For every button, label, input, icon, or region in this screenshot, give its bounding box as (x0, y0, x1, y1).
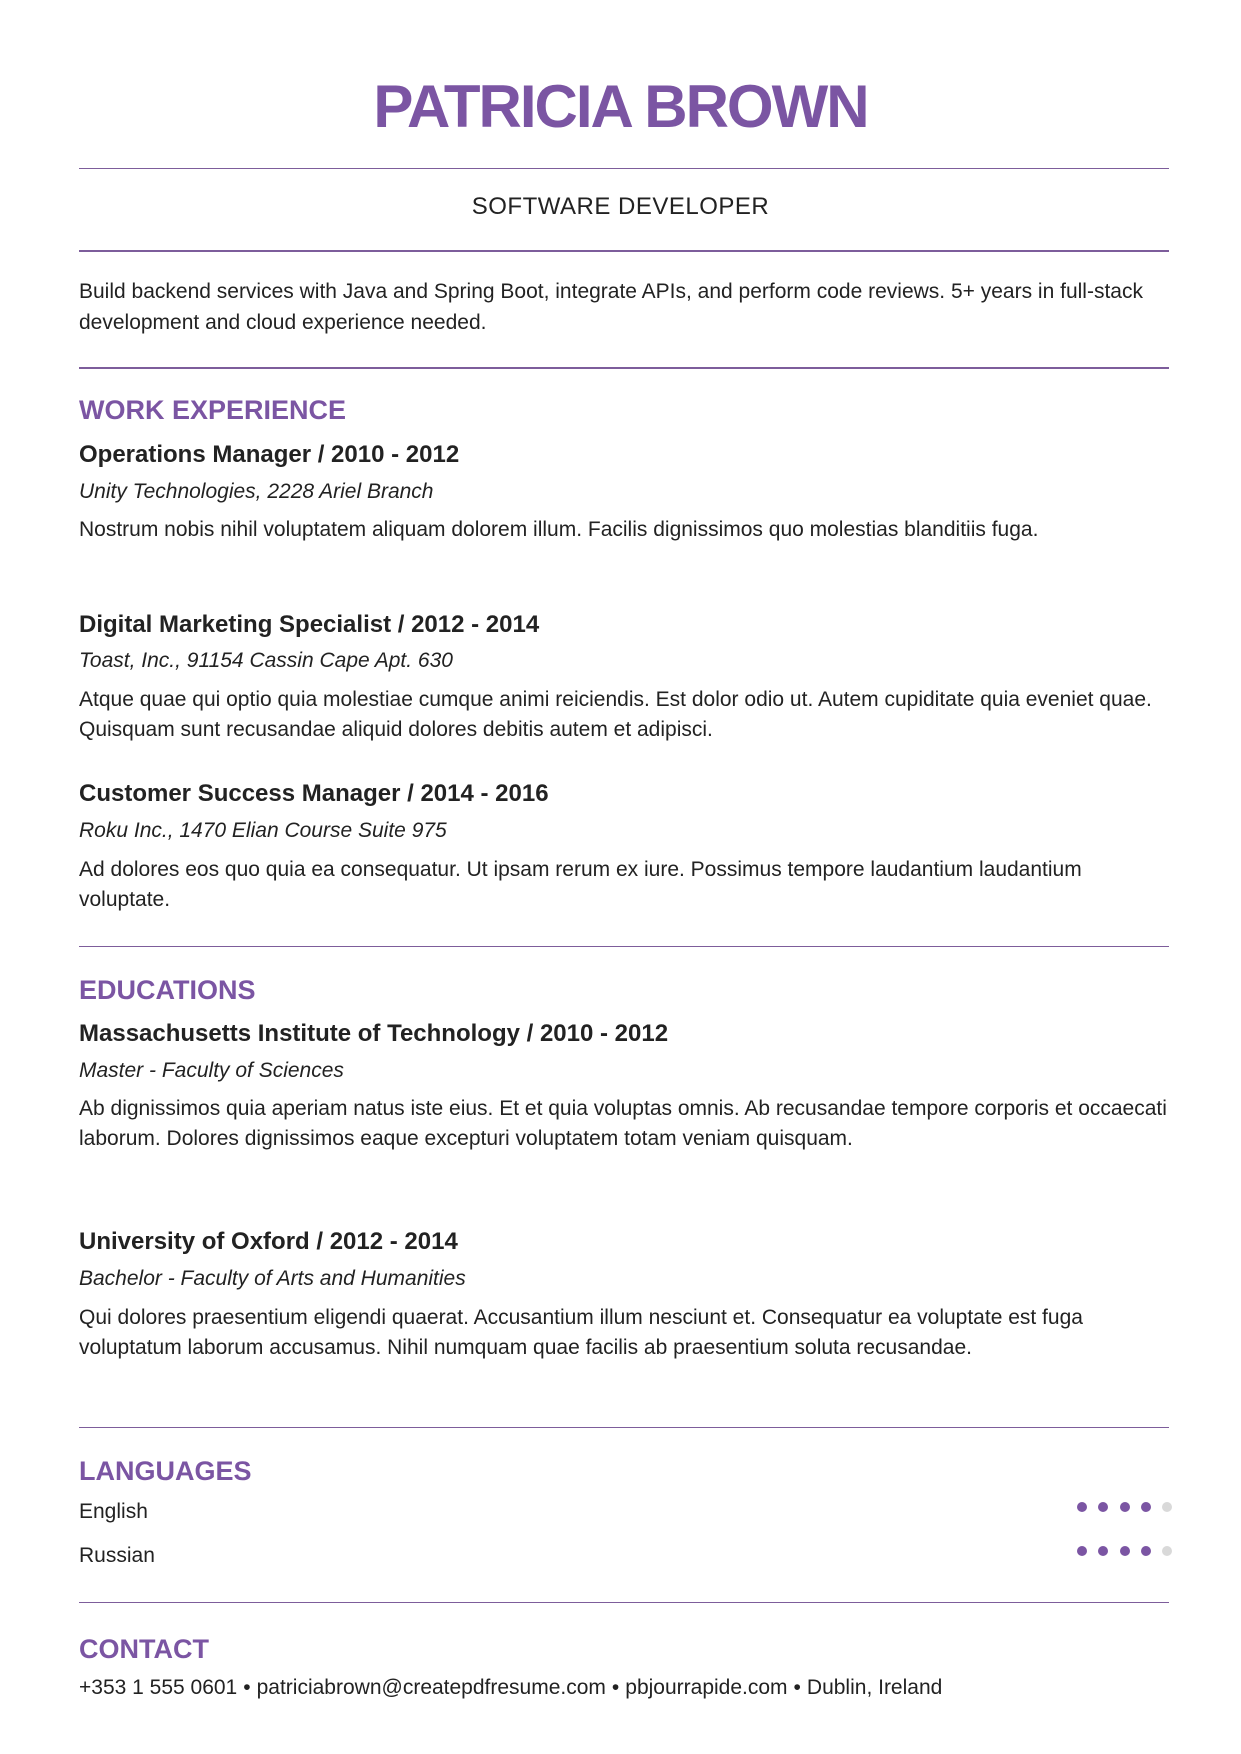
rating-dot-filled (1120, 1502, 1130, 1512)
divider (79, 946, 1169, 947)
bullet-separator: • (793, 1676, 801, 1699)
contact-phone: +353 1 555 0601 (79, 1676, 238, 1699)
language-name: Russian (79, 1544, 155, 1567)
job-entry-title: Digital Marketing Specialist / 2012 - 2014 (79, 611, 540, 638)
contact-location: Dublin, Ireland (806, 1676, 943, 1699)
contact-line (79, 1676, 942, 1700)
education-entry-degree: Master - Faculty of Sciences (79, 1059, 344, 1082)
bullet-separator: • (243, 1676, 251, 1699)
divider (79, 367, 1169, 369)
job-entry-description: Atque quae qui optio quia molestiae cumque animi reiciendis. Est dolor odio ut. Autem cupiditate quia eveniet quae. Quisquam sunt recusandae aliquid dolores debitis autem et adipisci. (79, 688, 1152, 741)
rating-dot-filled (1141, 1546, 1151, 1556)
job-entry-description: Ad dolores eos quo quia ea consequatur. Ut ipsam rerum ex iure. Possimus tempore laudantium laudantium voluptate. (79, 858, 1082, 911)
divider (79, 168, 1169, 169)
section-heading-education: EDUCATIONS (79, 975, 256, 1005)
rating-dot-empty (1162, 1502, 1172, 1512)
section-heading-work: WORK EXPERIENCE (79, 395, 347, 425)
job-entry-title: Operations Manager / 2010 - 2012 (79, 441, 460, 468)
rating-dot-filled (1077, 1546, 1087, 1556)
rating-dot-filled (1120, 1546, 1130, 1556)
section-heading-contact: CONTACT (79, 1634, 209, 1664)
language-name: English (79, 1500, 148, 1523)
rating-dot-filled (1141, 1502, 1151, 1512)
divider (79, 1602, 1169, 1603)
rating-dot-empty (1162, 1546, 1172, 1556)
job-entry-company: Unity Technologies, 2228 Ariel Branch (79, 480, 434, 503)
job-entry-company: Toast, Inc., 91154 Cassin Cape Apt. 630 (79, 649, 453, 672)
education-entry-degree: Bachelor - Faculty of Arts and Humanities (79, 1267, 466, 1290)
language-level-rating (1077, 1502, 1172, 1514)
divider (79, 1427, 1169, 1428)
job-entry-title: Customer Success Manager / 2014 - 2016 (79, 780, 549, 807)
education-entry-title: Massachusetts Institute of Technology / 2010 - 2012 (79, 1020, 669, 1047)
education-entry-description: Ab dignissimos quia aperiam natus iste eius. Et et quia voluptas omnis. Ab recusandae tempore corporis et occaecati laborum. Dolores dignissimos eaque excepturi voluptatem totam veniam quisquam. (79, 1097, 1167, 1150)
divider (79, 250, 1169, 252)
education-entry-description: Qui dolores praesentium eligendi quaerat. Accusantium illum nesciunt et. Consequatur ea voluptate est fuga voluptatum laborum accusamus. Nihil numquam quae facilis ab praesentium soluta recusandae. (79, 1306, 1083, 1359)
candidate-name: PATRICIA BROWN (373, 73, 868, 140)
rating-dot-filled (1077, 1502, 1087, 1512)
language-level-rating (1077, 1546, 1172, 1558)
education-entry-title: University of Oxford / 2012 - 2014 (79, 1228, 458, 1255)
rating-dot-filled (1098, 1502, 1108, 1512)
contact-email[interactable]: patriciabrown@createpdfresume.com (256, 1676, 606, 1699)
bullet-separator: • (611, 1676, 620, 1699)
job-entry-description: Nostrum nobis nihil voluptatem aliquam dolorem illum. Facilis dignissimos quo molestias blanditiis fuga. (79, 518, 1039, 541)
rating-dot-filled (1098, 1546, 1108, 1556)
job-title: SOFTWARE DEVELOPER (471, 193, 770, 220)
section-heading-languages: LANGUAGES (79, 1456, 252, 1486)
summary: Build backend services with Java and Spring Boot, integrate APIs, and perform code reviews. 5+ years in full-stack development and cloud experience needed. (79, 280, 1143, 334)
job-entry-company: Roku Inc., 1470 Elian Course Suite 975 (79, 819, 447, 842)
contact-website[interactable]: pbjourrapide.com (625, 1676, 788, 1699)
